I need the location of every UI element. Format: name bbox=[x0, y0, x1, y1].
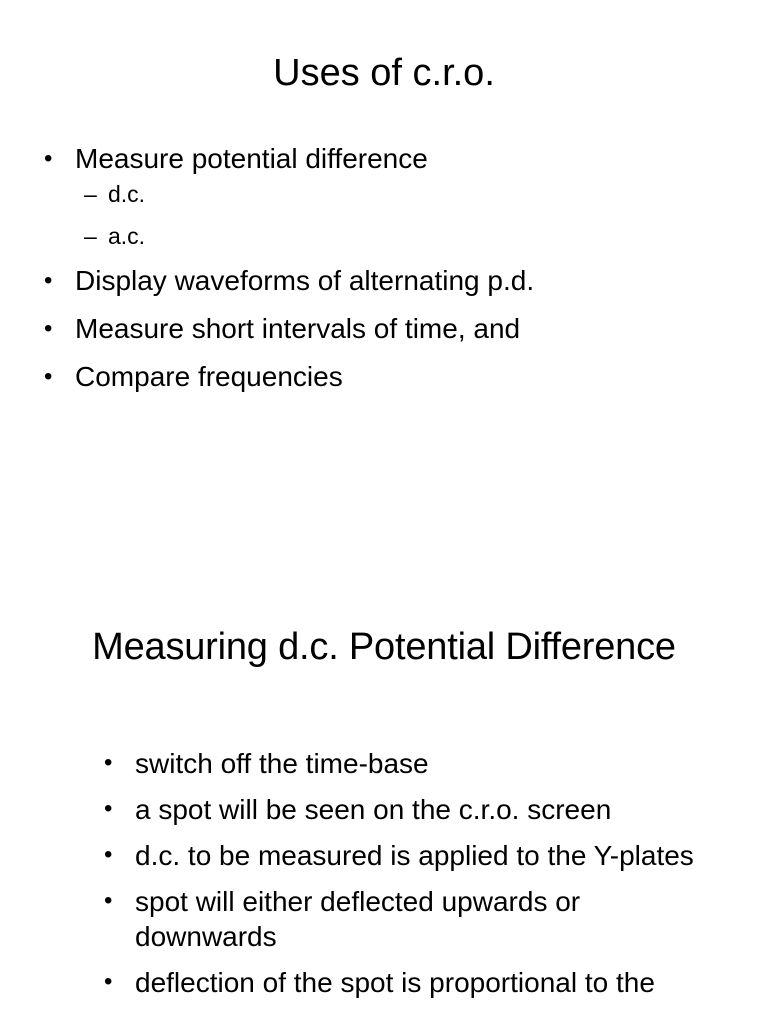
dash-icon: – bbox=[84, 181, 97, 207]
bullet-text: Display waveforms of alternating p.d. bbox=[75, 265, 535, 296]
list-item bbox=[104, 792, 724, 827]
list-item bbox=[44, 142, 744, 176]
bullet-icon: • bbox=[104, 887, 113, 914]
bullet-icon: • bbox=[44, 315, 53, 342]
bullet-icon: • bbox=[44, 145, 53, 172]
sub-list-item bbox=[44, 222, 744, 250]
bullet-text: Measure short intervals of time, and bbox=[75, 313, 521, 344]
sub-bullet-list bbox=[44, 180, 744, 250]
bullet-text: a spot will be seen on the c.r.o. screen bbox=[135, 794, 612, 825]
sub-list-item bbox=[44, 180, 744, 208]
sub-list-container bbox=[44, 180, 744, 250]
slide-title: Measuring d.c. Potential Difference bbox=[92, 626, 676, 668]
bullet-text: d.c. to be measured is applied to the Y-plates bbox=[135, 840, 694, 871]
sub-bullet-text: a.c. bbox=[108, 223, 146, 249]
bullet-text: spot will either deflected upwards or downwards bbox=[135, 886, 581, 952]
bullet-icon: • bbox=[44, 363, 53, 390]
bullet-list bbox=[44, 142, 744, 408]
slide-title: Uses of c.r.o. bbox=[273, 52, 495, 94]
bullet-text: Compare frequencies bbox=[75, 361, 343, 392]
list-item bbox=[44, 312, 744, 346]
bullet-icon: • bbox=[104, 841, 113, 868]
bullet-text: Measure potential difference bbox=[75, 143, 428, 174]
sub-bullet-text: d.c. bbox=[108, 181, 146, 207]
bullet-icon: • bbox=[44, 267, 53, 294]
bullet-list bbox=[104, 746, 724, 1011]
list-item bbox=[104, 884, 724, 954]
bullet-icon: • bbox=[104, 968, 113, 995]
list-item bbox=[44, 264, 744, 298]
list-item bbox=[44, 360, 744, 394]
list-item bbox=[104, 838, 724, 873]
bullet-icon: • bbox=[104, 749, 113, 776]
bullet-text: deflection of the spot is proportional to the bbox=[135, 967, 655, 998]
dash-icon: – bbox=[84, 223, 97, 249]
list-item bbox=[104, 746, 724, 781]
slide-measuring-dc-pd bbox=[0, 576, 768, 1024]
bullet-icon: • bbox=[104, 795, 113, 822]
bullet-text: switch off the time-base bbox=[135, 748, 429, 779]
list-item bbox=[104, 965, 724, 1000]
